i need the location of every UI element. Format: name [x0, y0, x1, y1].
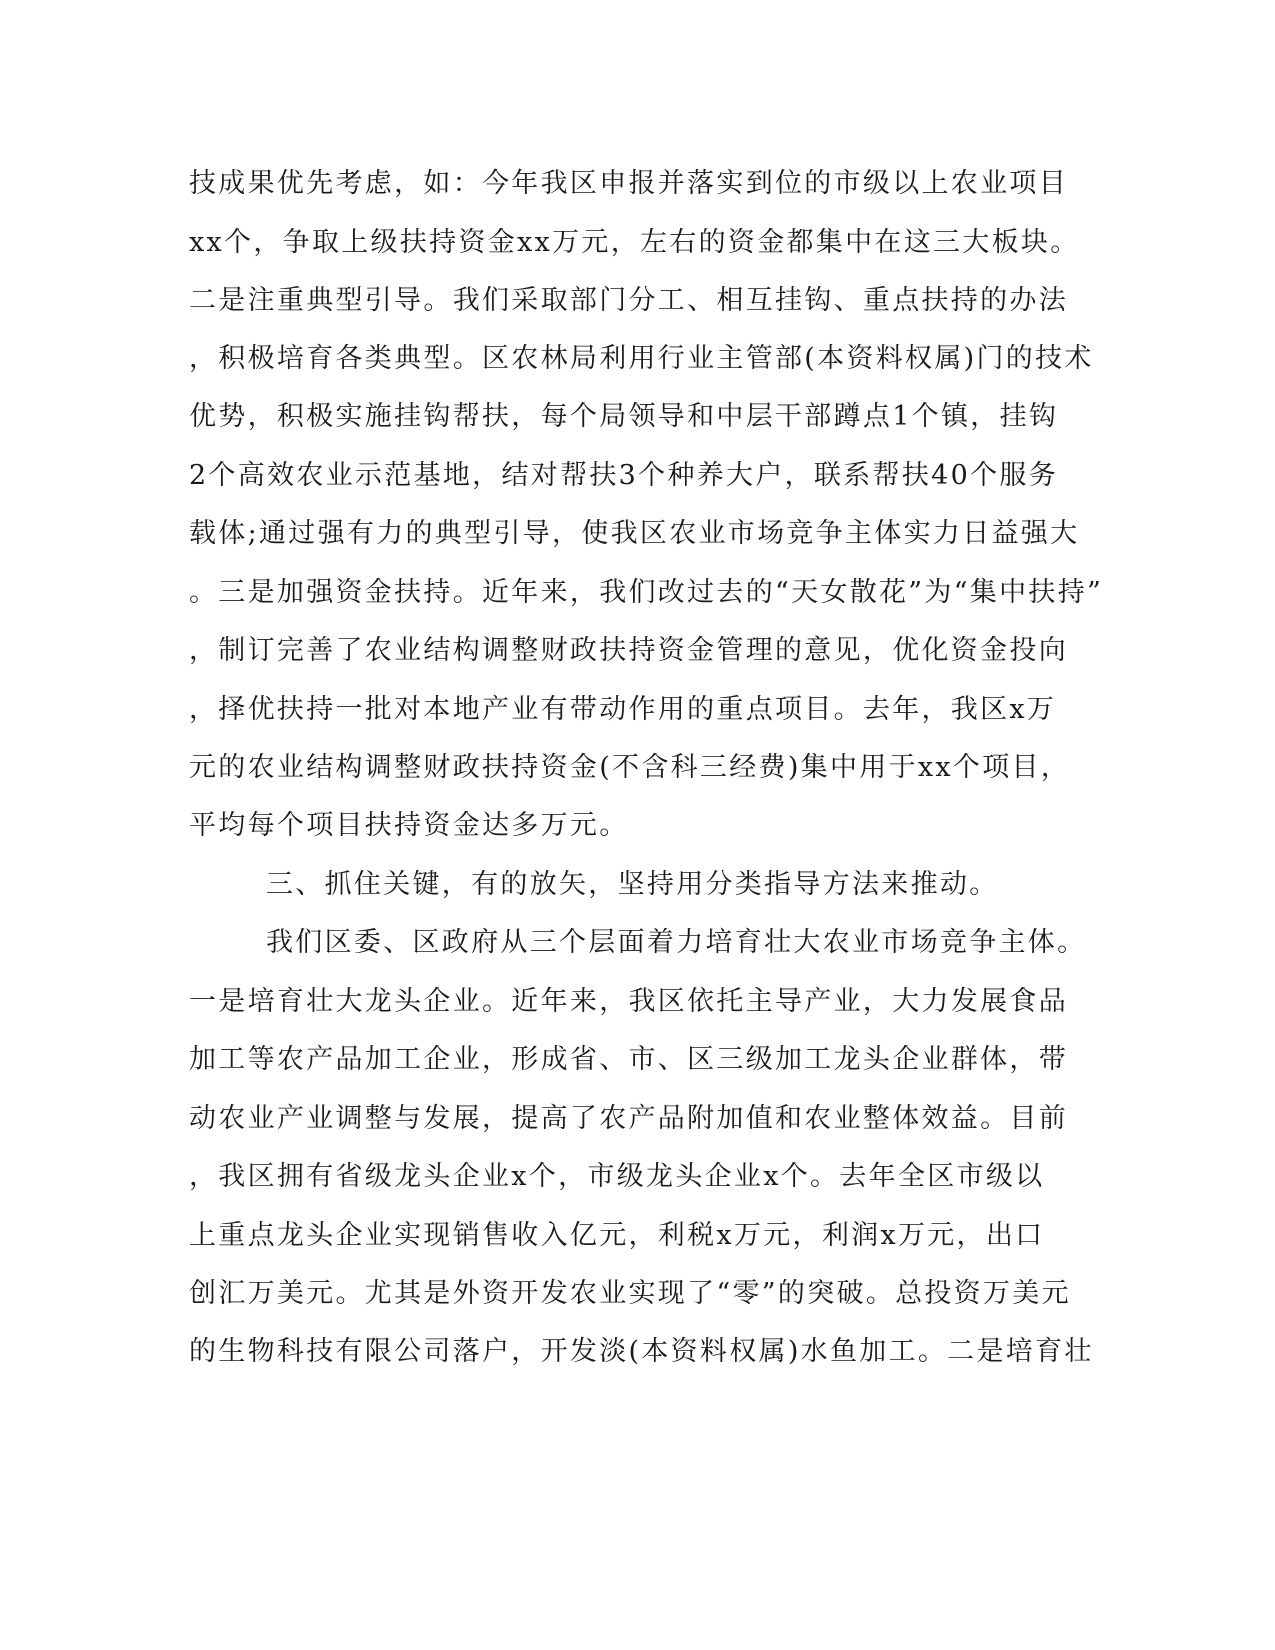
- body-text-line: 二是注重典型引导。我们采取部门分工、相互挂钩、重点扶持的办法: [189, 285, 1068, 316]
- body-text-line: xx个，争取上级扶持资金xx万元，左右的资金都集中在这三大板块。: [189, 227, 1080, 258]
- body-text-line: ，积极培育各类典型。区农林局利用行业主管部(本资料权属)门的技术: [189, 343, 1094, 374]
- body-text-line: 上重点龙头企业实现销售收入亿元，利税x万元，利润x万元，出口: [189, 1220, 1045, 1251]
- body-text-line: 一是培育壮大龙头企业。近年来，我区依托主导产业，大力发展食品: [189, 986, 1068, 1017]
- body-text-line: ，择优扶持一批对本地产业有带动作用的重点项目。去年，我区x万: [189, 694, 1057, 725]
- body-text-line: ，制订完善了农业结构调整财政扶持资金管理的意见，优化资金投向: [189, 635, 1068, 666]
- body-text-line: 。三是加强资金扶持。近年来，我们改过去的“天女散花”为“集中扶持”: [189, 577, 1104, 608]
- body-text-line: 元的农业结构调整财政扶持资金(不含科三经费)集中用于xx个项目，: [189, 752, 1071, 783]
- paragraph-first-line: 我们区委、区政府从三个层面着力培育壮大农业市场竞争主体。: [266, 927, 1087, 958]
- body-text-line: ，我区拥有省级龙头企业x个，市级龙头企业x个。去年全区市级以: [189, 1161, 1045, 1192]
- body-text-line: 优势，积极实施挂钩帮扶，每个局领导和中层干部蹲点1个镇，挂钩: [189, 401, 1059, 432]
- body-text-line: 载体;通过强有力的典型引导，使我区农业市场竞争主体实力日益强大: [189, 518, 1080, 549]
- body-text-line: 创汇万美元。尤其是外资开发农业实现了“零”的突破。总投资万美元: [189, 1278, 1071, 1309]
- section-heading: 三、抓住关键，有的放矢，坚持用分类指导方法来推动。: [266, 869, 999, 900]
- body-text-line: 动农业产业调整与发展，提高了农产品附加值和农业整体效益。目前: [189, 1103, 1068, 1134]
- body-text-line: 2个高效农业示范基地，结对帮扶3个种养大户，联系帮扶40个服务: [189, 460, 1059, 491]
- body-text-line: 的生物科技有限公司落户，开发淡(本资料权属)水鱼加工。二是培育壮: [189, 1336, 1094, 1367]
- body-text-line: 平均每个项目扶持资金达多万元。: [189, 810, 629, 841]
- body-text-line: 加工等农产品加工企业，形成省、市、区三级加工龙头企业群体，带: [189, 1044, 1068, 1075]
- body-text-line: 技成果优先考虑，如：今年我区申报并落实到位的市级以上农业项目: [189, 168, 1068, 199]
